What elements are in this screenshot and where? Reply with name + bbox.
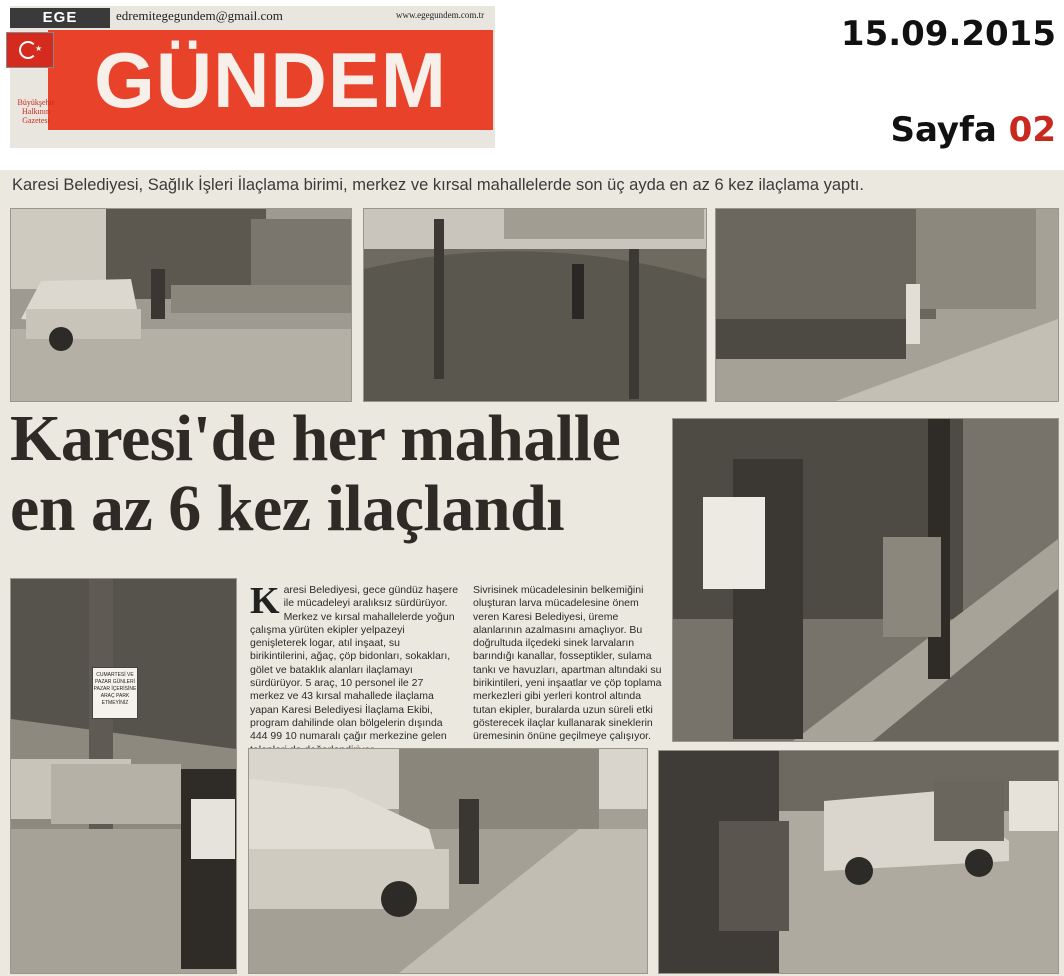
photo-truck-street — [10, 208, 352, 402]
parking-sign: CUMARTESİ VE PAZAR GÜNLERİ PAZAR İÇERİSİNE ARAÇ PARK ETMEYİNİZ — [92, 667, 138, 719]
masthead-banner — [48, 30, 493, 130]
page-number-value: 02 — [1008, 110, 1056, 150]
article-column-1-text: aresi Belediyesi, gece gündüz haşere ile mücadeleyi aralıksız sürdürüyor. Merkez ve kırsal mahallelerde yoğun çalışma yürüten ekipler yelpazeyi genişleterek logar, atıl inşaat, su birikintilerini, ağaç, çöp bidonları, sokakları, gölet ve bataklık alanları ilaçlamayı sürdürüyor. 5 araç, 10 personel ile 27 merkez ve 43 kırsal mahallede ilaçlama yapan Karesi Belediyesi İlaçlama Ekibi, program dahilinde olan bölgelerin dışında 444 99 10 numaralı çağır merkezine gelen — [250, 584, 459, 743]
masthead-title: GÜNDEM — [94, 36, 447, 124]
page-label: Sayfa — [890, 110, 997, 150]
article-dropcap: K — [250, 580, 280, 622]
photo-truck-with-tank — [658, 750, 1059, 974]
photo-field-spraying — [363, 208, 707, 402]
page-number — [891, 110, 1056, 150]
masthead — [10, 6, 495, 148]
turkish-flag-icon: ★ — [6, 32, 54, 68]
masthead-ege: EGE — [10, 8, 110, 28]
article-column-2: Sivrisinek mücadelesinin belkemiğini oluşturan larva mücadelesine önem veren Karesi Belediyesi, üreme alanlarının azalmasını amaçlıyor. Bu doğrultuda ilçedeki sinek larvaların barındığı kanallar, fosseptikler, sulama tankı ve havuzları, apartman altındaki su birikintileri, yeni inşaatlar ve çöp toplama merkezleri gibi yerleri kontrol altında tutan ekipler, buralarda uzun süreli etki gösterecek ilaçlar kullanarak sineklerin üremesinin önüne geçilmeye çalışıyor. — [473, 584, 662, 743]
photo-truck-road — [248, 748, 648, 974]
photo-apartment-spraying — [715, 208, 1059, 402]
article-headline: Karesi'de her mahalle en az 6 kez ilaçlandı — [10, 402, 621, 545]
article-column-1 — [250, 580, 460, 757]
masthead-tagline: Büyükşehir Halkının Gazetesi — [17, 98, 55, 125]
photo-worker-with-sprayer — [672, 418, 1059, 742]
masthead-email: edremitegegundem@gmail.com — [116, 8, 283, 23]
publication-date: 15.09.2015 — [840, 14, 1056, 54]
photo-parking-lot — [10, 578, 237, 974]
article-lead: Karesi Belediyesi, Sağlık İşleri İlaçlama birimi, merkez ve kırsal mahallelerde son üç ayda en az 6 kez ilaçlama yaptı. — [12, 176, 864, 194]
masthead-website: www.egegundem.com.tr — [396, 10, 485, 20]
